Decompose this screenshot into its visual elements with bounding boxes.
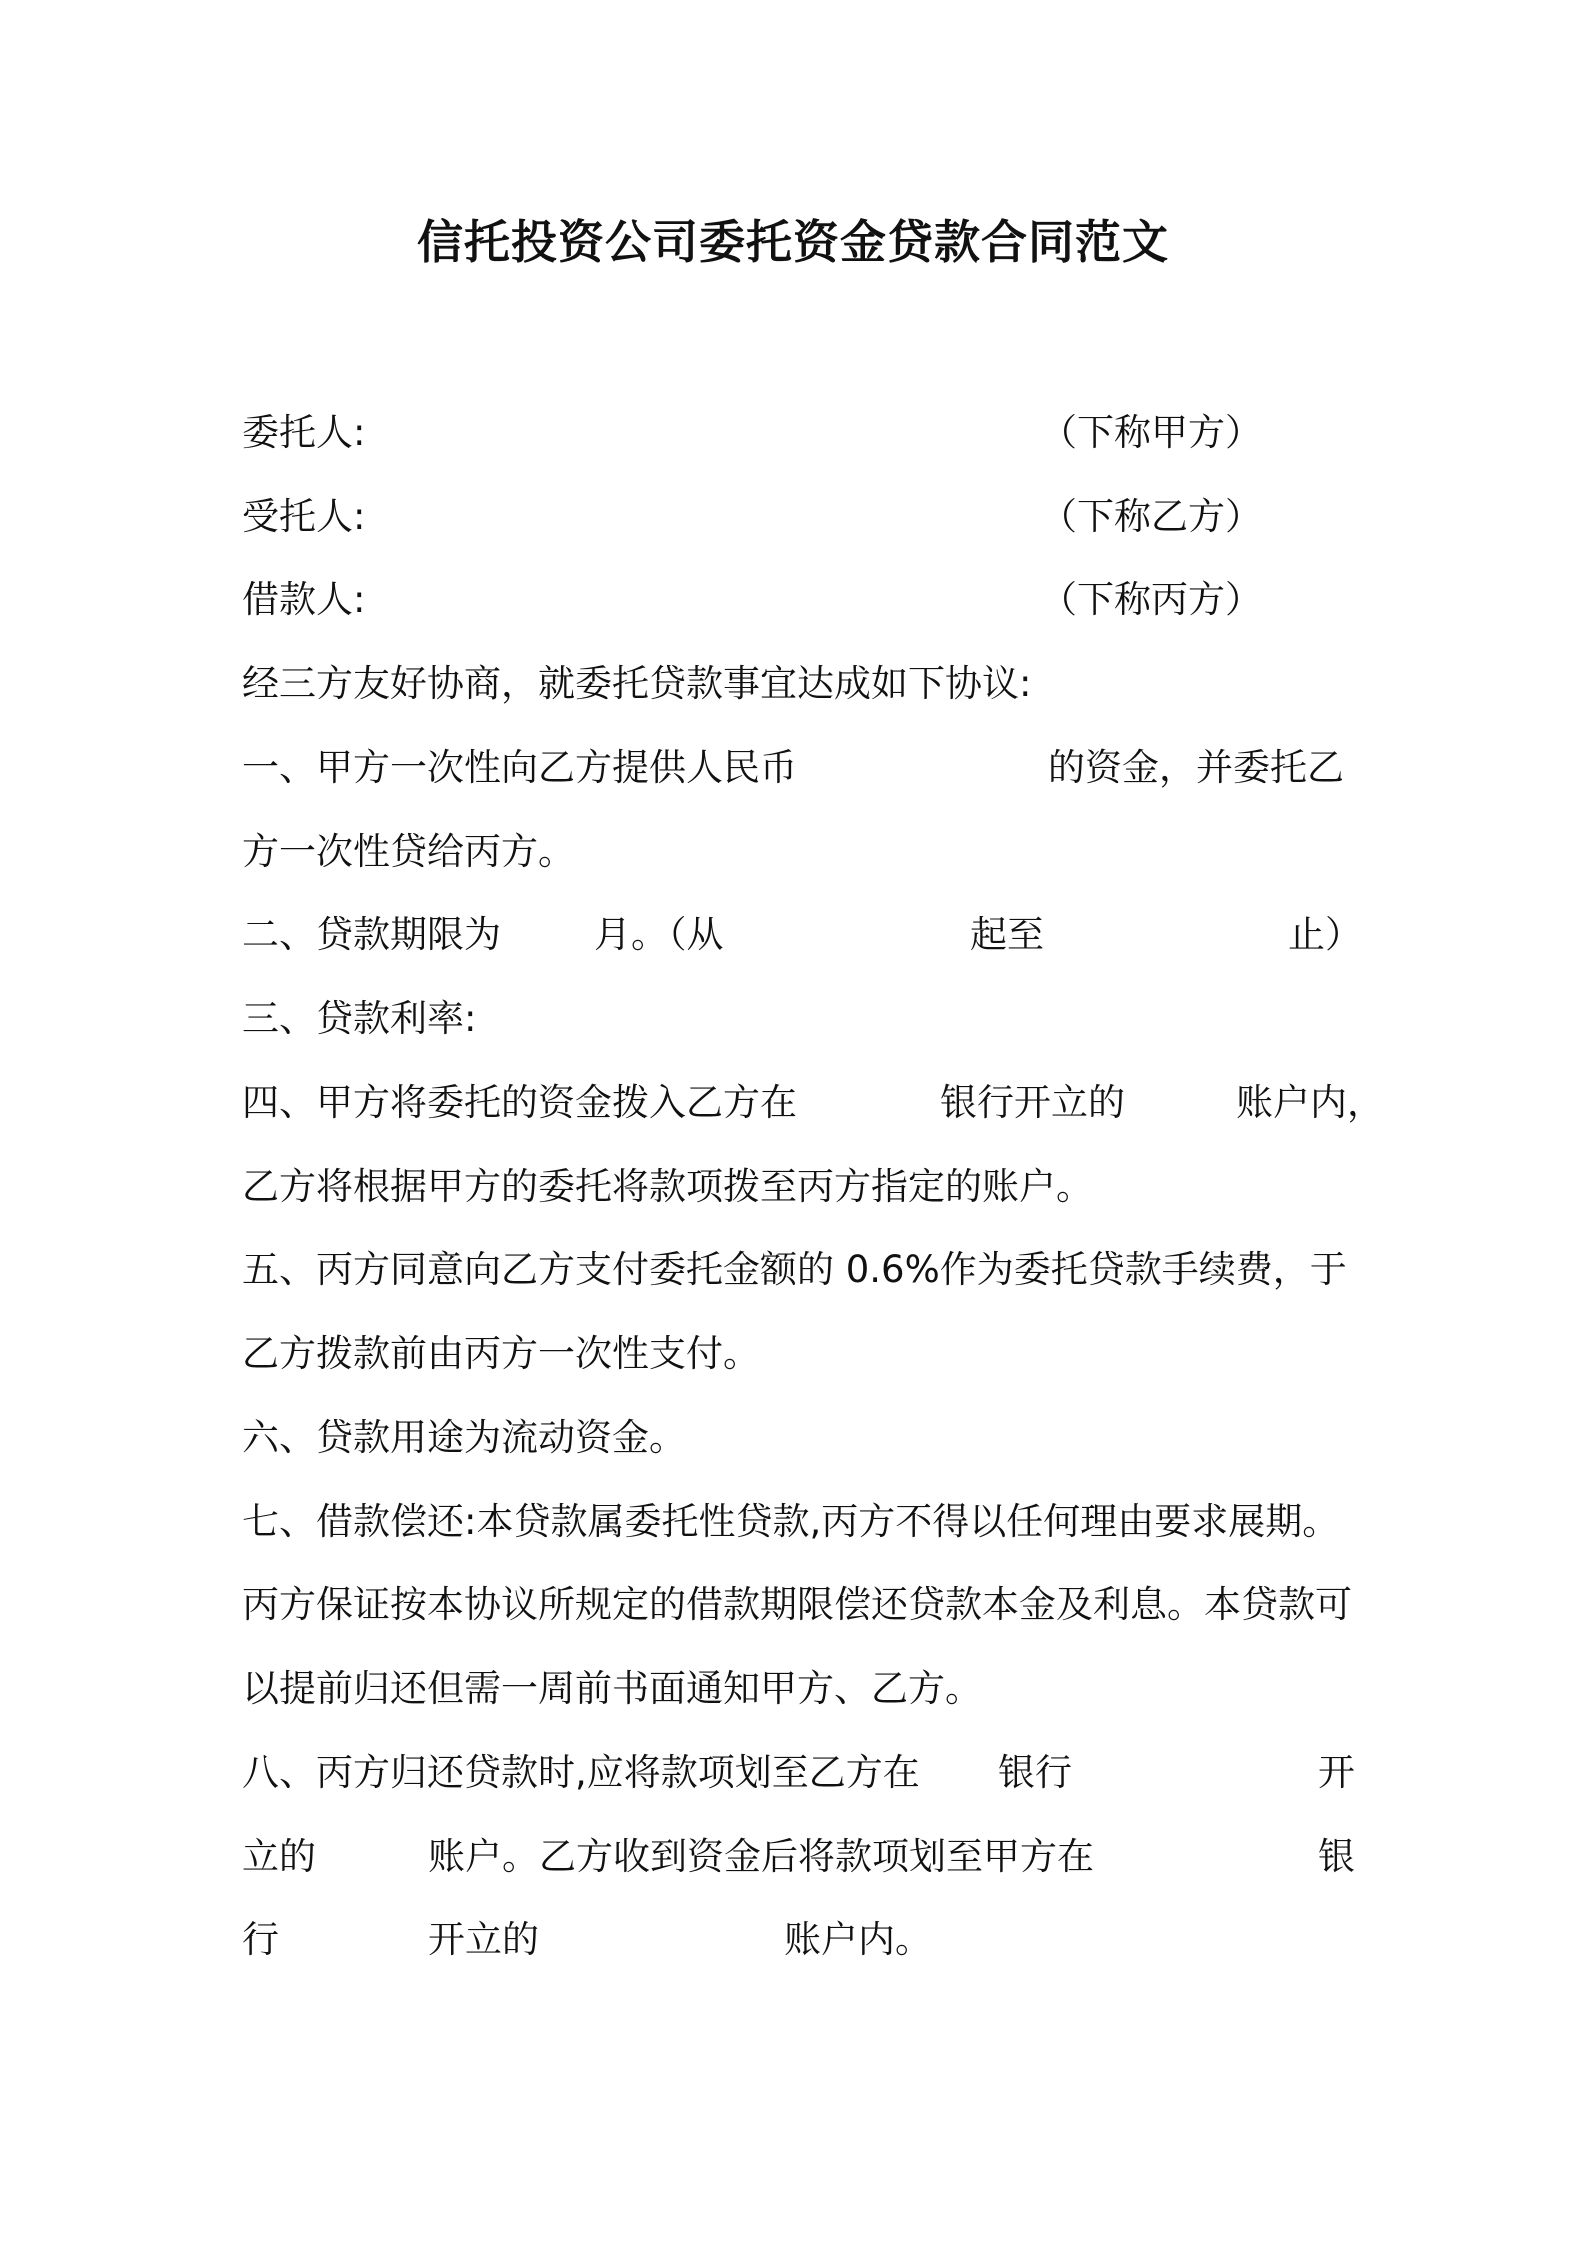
party-label: 借款人:: [242, 578, 366, 621]
clause-1-line-2: 方一次性贷给丙方。: [242, 830, 575, 873]
clause-4-line-2: 乙方将根据甲方的委托将款项拨至丙方指定的账户。: [242, 1165, 1093, 1208]
clause-5-line-1: 五、丙方同意向乙方支付委托金额的 0.6%作为委托贷款手续费，于: [242, 1248, 1347, 1291]
clause-text: 月。（从: [594, 913, 724, 956]
clause-text: 银行开立的: [940, 1081, 1125, 1124]
clause-7-line-2: 丙方保证按本协议所规定的借款期限偿还贷款本金及利息。本贷款可: [242, 1583, 1352, 1626]
clause-text: 开立的: [428, 1918, 539, 1961]
clause-text: 一、甲方一次性向乙方提供人民币: [242, 746, 797, 789]
clause-text: 的资金，并委托乙: [1048, 746, 1344, 789]
clause-text: 二、贷款期限为: [242, 913, 501, 956]
clause-text: 八、丙方归还贷款时,应将款项划至乙方在: [242, 1751, 920, 1794]
clause-text: 止）: [1288, 913, 1362, 956]
party-label: 委托人:: [242, 411, 366, 454]
intro-paragraph: 经三方友好协商，就委托贷款事宜达成如下协议:: [242, 662, 1032, 705]
clause-6: 六、贷款用途为流动资金。: [242, 1416, 686, 1459]
clause-text: 开: [1318, 1751, 1355, 1794]
clause-7-line-3: 以提前归还但需一周前书面通知甲方、乙方。: [242, 1667, 982, 1710]
party-note: （下称甲方）: [1040, 411, 1262, 454]
clause-text: 起至: [970, 913, 1044, 956]
clause-text: 账户内，: [1236, 1081, 1384, 1124]
party-note: （下称乙方）: [1040, 495, 1262, 538]
document-title: 信托投资公司委托资金贷款合同范文: [417, 215, 1169, 269]
clause-text: 账户内。: [784, 1918, 932, 1961]
clause-3: 三、贷款利率:: [242, 997, 477, 1040]
clause-text: 立的: [242, 1835, 316, 1878]
party-note: （下称丙方）: [1040, 578, 1262, 621]
clause-text: 账户。乙方收到资金后将款项划至甲方在: [428, 1835, 1094, 1878]
clause-5-line-2: 乙方拨款前由丙方一次性支付。: [242, 1332, 760, 1375]
clause-text: 行: [242, 1918, 279, 1961]
party-label: 受托人:: [242, 495, 366, 538]
clause-text: 四、甲方将委托的资金拨入乙方在: [242, 1081, 797, 1124]
clause-text: 银行: [998, 1751, 1072, 1794]
clause-text: 银: [1318, 1835, 1355, 1878]
clause-7-line-1: 七、借款偿还:本贷款属委托性贷款,丙方不得以任何理由要求展期。: [242, 1500, 1340, 1543]
